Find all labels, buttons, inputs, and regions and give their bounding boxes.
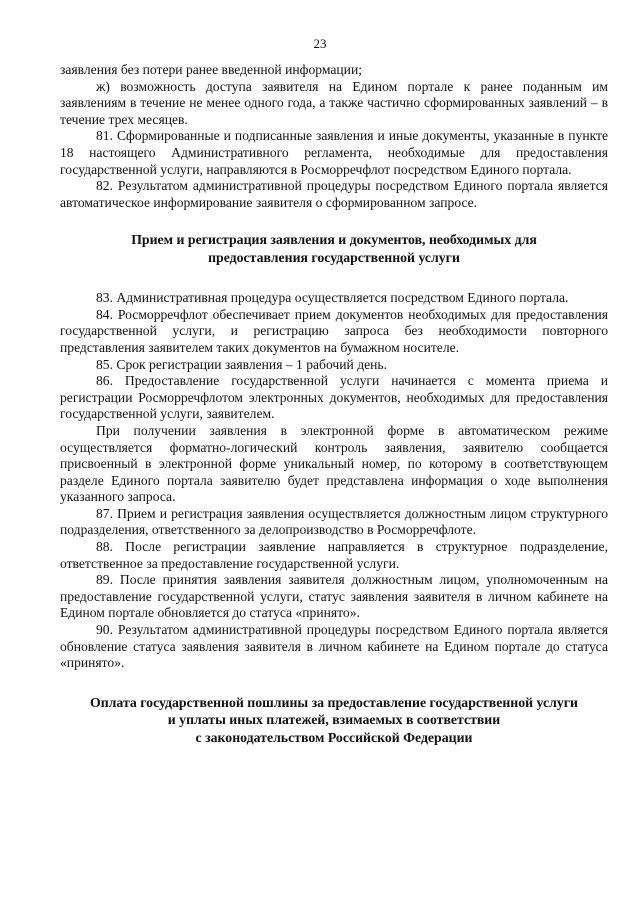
heading-line: Оплата государственной пошлины за предоставление государственной услуги bbox=[90, 694, 578, 710]
document-body bbox=[60, 62, 608, 746]
paragraph: 82. Результатом административной процедуры посредством Единого портала является автоматическое информирование заявителя о сформированном запросе. bbox=[60, 178, 608, 210]
paragraph: 87. Прием и регистрация заявления осуществляется должностным лицом структурного подразделения, ответственного за делопроизводство в Росморречфлоте. bbox=[60, 505, 608, 538]
paragraph: 89. После принятия заявления заявителя должностным лицом, уполномоченным на предоставление государственной услуги, статус заявления заявителя в личном кабинете на Едином портале обновляется до статуса «принято». bbox=[60, 572, 608, 621]
page-number: 23 bbox=[313, 36, 327, 51]
paragraph: 84. Росморречфлот обеспечивает прием документов необходимых для предоставления государственной услуги, и регистрацию запроса без необходимости повторного представления заявителем таких документов на бумажном носителе. bbox=[60, 306, 608, 355]
paragraph: 86. Предоставление государственной услуги начинается с момента приема и регистрации Росморречфлотом электронных документов, необходимых для предоставления государственной услуги, заявителем. bbox=[60, 373, 608, 422]
paragraph: заявления без потери ранее введенной информации; bbox=[60, 62, 362, 77]
paragraph: 81. Сформированные и подписанные заявления и иные документы, указанные в пункте 18 настоящего Административного регламента, необходимые для предоставления государственной услуги, направляются в Росморречфлот посредством Единого портала. bbox=[60, 128, 608, 177]
paragraph: При получении заявления в электронной форме в автоматическом режиме осуществляется форматно-логический контроль заявления, заявителю сообщается присвоенный в электронной форме уникальный номер, по которому в соответствующем разделе Единого портала заявителю будет представлена информация о ходе выполнения указанного запроса. bbox=[60, 422, 608, 505]
paragraph: 85. Срок регистрации заявления – 1 рабочий день. bbox=[96, 356, 388, 372]
heading-line: Прием и регистрация заявления и документов, необходимых для bbox=[131, 232, 537, 248]
paragraph: 90. Результатом административной процедуры посредством Единого портала является обновление статуса заявления заявителя в личном кабинете на Едином портале до статуса «принято». bbox=[60, 622, 608, 671]
paragraphs-top bbox=[60, 62, 608, 211]
heading-line: предоставления государственной услуги bbox=[208, 249, 460, 265]
paragraph: 88. После регистрации заявление направляется в структурное подразделение, ответственное за предоставление государственной услуги. bbox=[60, 539, 608, 571]
paragraphs-middle bbox=[60, 290, 608, 672]
section-heading bbox=[60, 231, 608, 266]
section-heading bbox=[60, 694, 608, 746]
heading-line: с законодательством Российской Федерации bbox=[195, 729, 473, 745]
paragraph: 83. Административная процедура осуществляется посредством Единого портала. bbox=[96, 290, 569, 306]
heading-line: и уплаты иных платежей, взимаемых в соответствии bbox=[167, 712, 501, 728]
paragraph: ж) возможность доступа заявителя на Едином портале к ранее поданным им заявлениям в течение не менее одного года, а также частично сформированных заявлений – в течение трех месяцев. bbox=[60, 78, 608, 127]
